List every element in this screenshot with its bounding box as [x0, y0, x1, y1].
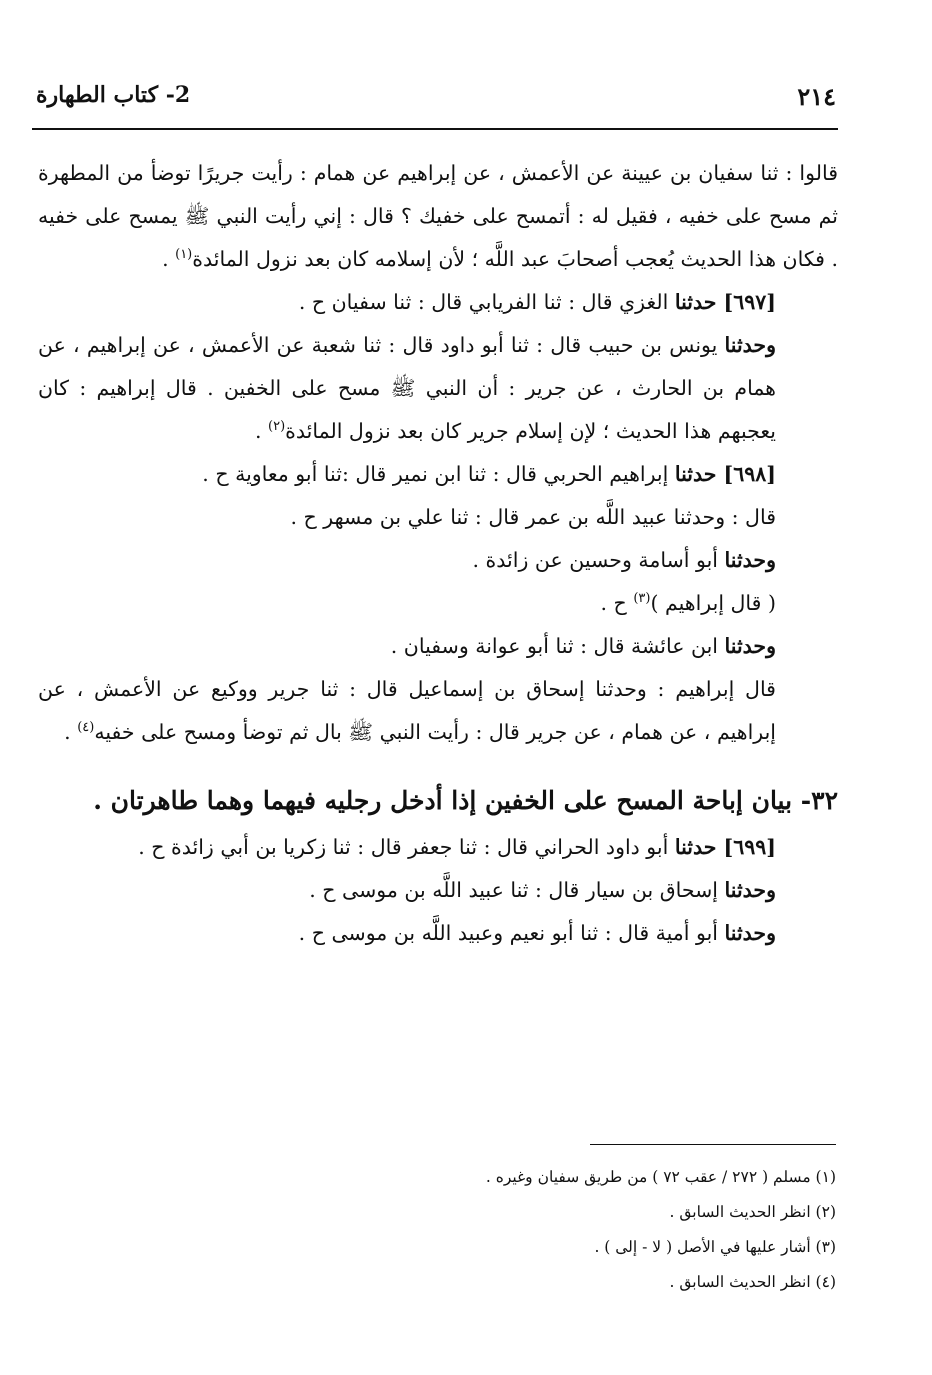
paragraph-3-end: .	[64, 720, 78, 744]
line-2-text: أبو أسامة وحسين عن زائدة .	[472, 548, 725, 572]
hadith-697	[38, 281, 838, 324]
line-3	[38, 582, 838, 625]
line-3-end: ح .	[600, 591, 634, 615]
line-5	[38, 869, 838, 912]
footnote-ref-3: (٣)	[633, 591, 651, 607]
paragraph-3	[38, 668, 838, 754]
line-6	[38, 912, 838, 955]
hadith-697-lead: حدثنا	[674, 290, 724, 314]
footnote-4: (٤) انظر الحديث السابق .	[669, 1273, 836, 1291]
page-header	[36, 82, 836, 122]
hadith-number-698: [٦٩٨]	[723, 462, 776, 486]
page-number: ٢١٤	[797, 82, 836, 111]
paragraph-2	[38, 324, 838, 453]
footnote-ref-4: (٤)	[77, 720, 95, 736]
footnote-ref-2: (٢)	[268, 419, 286, 435]
line-4-text: ابن عائشة قال : ثنا أبو عوانة وسفيان .	[390, 634, 725, 658]
hadith-698-text: إبراهيم الحربي قال : ثنا ابن نمير قال :ثنا أبو معاوية ح .	[202, 462, 675, 486]
hadith-698	[38, 453, 838, 496]
line-6-text: أبو أمية قال : ثنا أبو نعيم وعبيد اللَّه بن موسى ح .	[298, 921, 725, 945]
main-text	[38, 152, 838, 955]
hadith-699	[38, 826, 838, 869]
line-1	[38, 496, 838, 539]
line-4-lead: وحدثنا	[724, 634, 776, 658]
hadith-699-text: أبو داود الحراني قال : ثنا جعفر قال : ثنا زكريا بن أبي زائدة ح .	[138, 835, 675, 859]
footnote-1: (١) مسلم ( ٢٧٢ / عقب ٧٢ ) من طريق سفيان وغيره .	[485, 1168, 836, 1186]
hadith-number-697: [٦٩٧]	[723, 290, 776, 314]
footnote-2: (٢) انظر الحديث السابق .	[669, 1203, 836, 1221]
paragraph-3-text: قال إبراهيم : وحدثنا إسحاق بن إسماعيل قال : ثنا جرير ووكيع عن الأعمش ، عن إبراهيم ، عن همام ، عن جرير قال : رأيت النبي ﷺ بال ثم توضأ ومسح على خفيه	[38, 677, 776, 744]
hadith-697-text: الغزي قال : ثنا الفريابي قال : ثنا سفيان ح .	[298, 290, 675, 314]
footnote-rule	[590, 1144, 836, 1145]
footnotes	[300, 1160, 836, 1300]
footnote-3: (٣) أشار عليها في الأصل ( لا - إلى ) .	[594, 1238, 836, 1256]
line-1-text: قال : وحدثنا عبيد اللَّه بن عمر قال : ثنا علي بن مسهر ح .	[290, 505, 776, 529]
hadith-698-lead: حدثنا	[674, 462, 724, 486]
paragraph-1	[38, 152, 838, 281]
running-title: 2- كتاب الطهارة	[36, 82, 191, 108]
hadith-number-699: [٦٩٩]	[723, 835, 776, 859]
line-4	[38, 625, 838, 668]
hadith-699-lead: حدثنا	[674, 835, 724, 859]
paragraph-2-end: .	[254, 419, 269, 443]
paragraph-2-text: يونس بن حبيب قال : ثنا أبو داود قال : ثنا شعبة عن الأعمش ، عن إبراهيم ، عن همام بن الحارث ، عن جرير : أن النبي ﷺ مسح على الخفين . قال إبراهيم : كان يعجبهم هذا الحديث ؛ لإن إسلام جرير كان بعد نزول المائدة	[38, 333, 776, 443]
paragraph-1-text: قالوا : ثنا سفيان بن عيينة عن الأعمش ، عن إبراهيم عن همام : رأيت جريرًا توضأ من المطهرة ثم مسح على خفيه ، فقيل له : أتمسح على خفيك ؟ قال : إني رأيت النبي ﷺ يمسح على خفيه . فكان هذا الحديث يُعجب أصحابَ عبد اللَّه ؛ لأن إسلامه كان بعد نزول المائدة	[38, 161, 838, 271]
paragraph-2-lead: وحدثنا	[724, 333, 776, 357]
line-2	[38, 539, 838, 582]
line-6-lead: وحدثنا	[724, 921, 776, 945]
footnote-ref-1: (١)	[175, 247, 193, 263]
line-5-lead: وحدثنا	[724, 878, 776, 902]
chapter-heading: ٣٢- بيان إباحة المسح على الخفين إذا أدخل رجليه فيهما وهما طاهرتان .	[93, 786, 838, 815]
paragraph-1-end: .	[162, 247, 176, 271]
line-3-text: ( قال إبراهيم )	[650, 591, 776, 615]
header-rule	[32, 128, 838, 130]
line-5-text: إسحاق بن سيار قال : ثنا عبيد اللَّه بن موسى ح .	[309, 878, 725, 902]
line-2-lead: وحدثنا	[724, 548, 776, 572]
